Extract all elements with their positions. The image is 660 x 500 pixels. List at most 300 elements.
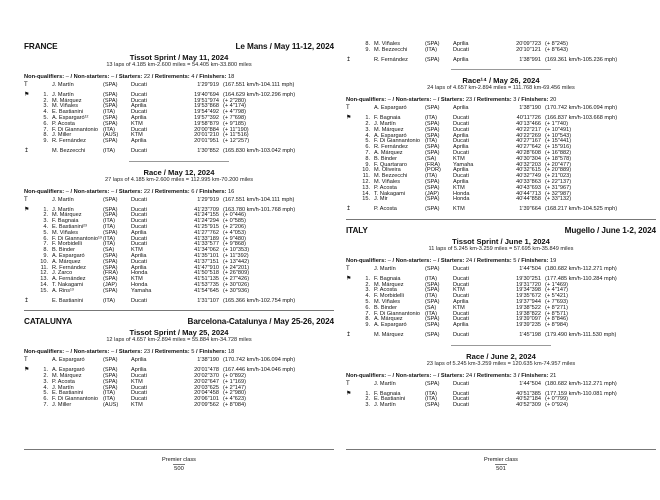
- position: 8.: [365, 41, 370, 47]
- lap-time: 20'00"884: [194, 126, 219, 133]
- left-page-content: [24, 42, 334, 409]
- lap-time: 41'47"910: [194, 264, 219, 271]
- team-name: Ducati: [131, 235, 147, 242]
- team-name: Yamaha: [453, 161, 474, 168]
- team-name: Ducati: [131, 396, 147, 403]
- pole-position-icon: T: [24, 196, 28, 203]
- footer-underline: [173, 464, 185, 465]
- nationality: (ITA): [103, 126, 116, 133]
- grand-prix-header: [24, 42, 334, 51]
- rider-name: F. Di Giannantonio: [374, 138, 421, 145]
- team-name: Ducati: [131, 218, 147, 225]
- lap-time: 1'29"919: [197, 82, 219, 88]
- position: 12.: [362, 178, 370, 185]
- rider-name: B. Binder: [374, 155, 398, 162]
- speed-or-gap: (+ 4"174): [223, 103, 246, 110]
- position: 8.: [365, 316, 370, 323]
- team-name: Aprilia: [453, 298, 469, 305]
- rider-name: A. Espargaró¹²: [52, 114, 89, 121]
- team-name: KTM: [131, 132, 143, 139]
- stat-value: 20: [549, 97, 557, 104]
- fastest-lap-icon: ↥: [24, 147, 30, 154]
- rider-name: F. Di Giannantonio¹³: [52, 235, 102, 242]
- lap-time: 40'22"269: [516, 132, 541, 139]
- team-name: Ducati: [453, 115, 469, 122]
- rider-name: B. Binder: [374, 304, 398, 311]
- rider-name: J. Martín: [374, 265, 396, 272]
- position: [356, 382, 374, 388]
- speed-or-gap: (168.217 km/h-104.525 mph): [545, 206, 618, 213]
- lap-time: 19'40"694: [194, 91, 219, 98]
- rider-name: M. Viñales: [374, 41, 401, 47]
- session-title: Tissot Sprint / June 1, 2024: [452, 236, 550, 246]
- lap-time: 40'33"863: [516, 178, 541, 185]
- result-row: [24, 83, 334, 89]
- position: 8.: [43, 247, 48, 254]
- result-row: [346, 323, 656, 329]
- team-name: Aprilia: [453, 56, 469, 63]
- session-stats: Non-qualifiers: – / Non-starters: – / Starters: 23 / Retirements: 5 / Finishers: 18: [24, 349, 235, 356]
- session-distance: 13 laps of 4.185 km-2.600 miles = 54.405 km-33.800 miles: [106, 62, 252, 68]
- speed-or-gap: (+ 2"206): [223, 223, 246, 230]
- lap-time: 40'11"726: [516, 115, 541, 122]
- position: 1.: [365, 390, 370, 397]
- lap-time: 19'53"868: [194, 103, 219, 110]
- result-row: [346, 382, 656, 388]
- fastest-lap-icon: ↥: [346, 206, 352, 213]
- session-title: Race / June 2, 2024: [466, 351, 536, 361]
- position: 12.: [40, 270, 48, 277]
- team-name: KTM: [453, 206, 465, 213]
- speed-or-gap: (167.551 km/h-104.111 mph): [223, 196, 295, 203]
- team-name: KTM: [131, 120, 143, 127]
- lap-time: 1'31"107: [197, 297, 219, 304]
- position: 1.: [43, 206, 48, 213]
- session-divider: [129, 161, 229, 162]
- lap-time: 20'01"478: [194, 367, 219, 374]
- team-name: Ducati: [131, 109, 147, 116]
- lap-time: 19'51"974: [194, 97, 219, 104]
- stat-value: 21: [549, 372, 557, 379]
- position: 14.: [362, 190, 370, 197]
- speed-or-gap: (+ 32"987): [545, 190, 572, 197]
- team-name: Aprilia: [453, 41, 469, 47]
- position: 4.: [365, 132, 370, 139]
- lap-time: 41'27"762: [194, 229, 219, 236]
- rider-name: A. Rins¹³: [52, 287, 74, 294]
- speed-or-gap: (+ 31"967): [545, 184, 572, 191]
- stat-value: –: [110, 349, 115, 356]
- grand-prix-header: [24, 317, 334, 326]
- rider-name: J. Mir: [374, 196, 388, 203]
- stat-value: 3: [513, 97, 517, 104]
- speed-or-gap: (+ 8"271): [545, 304, 568, 311]
- rider-name: J. Martín: [52, 196, 74, 203]
- lap-time: 40'30"304: [516, 155, 541, 162]
- lap-time: 40'51"385: [516, 390, 541, 397]
- stat-value: –: [387, 257, 391, 264]
- pole-position-icon: T: [346, 105, 350, 112]
- team-name: Ducati: [453, 281, 469, 288]
- rider-name: A. Espargaró: [374, 322, 407, 329]
- position: 2.: [365, 396, 370, 403]
- team-name: Ducati: [453, 402, 469, 409]
- rider-name: J. Martín: [374, 380, 396, 387]
- nationality: (ITA): [425, 275, 438, 282]
- nationality: (ITA): [103, 109, 116, 116]
- nationality: (ITA): [425, 390, 438, 397]
- session-title: Race / May 12, 2024: [143, 167, 215, 177]
- team-name: Yamaha: [131, 287, 152, 294]
- stat-value: 6: [191, 188, 195, 195]
- speed-or-gap: (+ 4"053): [223, 229, 246, 236]
- session-title: Tissot Sprint / May 11, 2024: [129, 53, 229, 62]
- lap-time: 41'24"155: [194, 212, 219, 219]
- session-distance: 23 laps of 5.245 km-3.259 miles = 120.635 km-74.957 miles: [426, 360, 576, 367]
- rider-name: P. Acosta: [52, 120, 75, 127]
- session-stats: Non-qualifiers: – / Non-starters: – / Starters: 22 / Retirements: 4 / Finishers: 18: [24, 74, 235, 80]
- position: 9.: [43, 138, 48, 145]
- nationality: (SPA): [103, 229, 118, 236]
- rider-name: M. Bezzecchi: [52, 147, 86, 154]
- team-name: Ducati: [453, 380, 469, 387]
- speed-or-gap: (+ 9"868): [223, 241, 246, 248]
- team-name: Honda: [131, 281, 148, 288]
- venue-date: Barcelona-Catalunya / May 25-26, 2024: [187, 317, 334, 327]
- nationality: (SPA): [425, 184, 440, 191]
- lap-time: 20'01"210: [194, 132, 219, 139]
- position: 5.: [43, 114, 48, 121]
- team-name: Ducati: [453, 138, 469, 145]
- nationality: (SPA): [103, 264, 118, 271]
- team-name: Ducati: [453, 265, 469, 272]
- nationality: (AUS): [103, 401, 119, 408]
- rider-name: M. Márquez: [374, 281, 404, 288]
- session-distance: 11 laps of 5.245 km-3.259 miles = 57.695 km-35.849 miles: [428, 245, 574, 252]
- country-name: CATALUNYA: [24, 317, 73, 327]
- team-name: Ducati: [131, 390, 147, 397]
- nationality: (SPA): [103, 372, 118, 379]
- speed-or-gap: (180.682 km/h-112.271 mph): [545, 380, 617, 387]
- nationality: (SPA): [103, 114, 118, 121]
- team-name: Ducati: [453, 149, 469, 156]
- lap-time: 20'01"951: [194, 138, 219, 145]
- team-name: Aprilia: [131, 367, 147, 374]
- rider-name: M. Viñales: [52, 229, 79, 236]
- position: 11.: [362, 173, 370, 180]
- nationality: (ITA): [425, 396, 438, 403]
- speed-or-gap: (+ 8"643): [545, 46, 568, 53]
- stat-value: 23: [465, 97, 473, 104]
- lap-time: 19'34"398: [516, 287, 541, 294]
- position: 9.: [365, 161, 370, 168]
- speed-or-gap: (177.485 km/h-110.284 mph): [545, 275, 617, 282]
- team-name: Ducati: [131, 258, 147, 265]
- speed-or-gap: (+ 10"491): [545, 126, 572, 133]
- lap-time: 19'38"822: [516, 310, 541, 317]
- lap-time: 19'39"235: [516, 322, 541, 329]
- speed-or-gap: (+ 4"798): [223, 109, 246, 116]
- result-row: [346, 197, 656, 203]
- team-name: Honda: [131, 270, 148, 277]
- speed-or-gap: (+ 7"693): [545, 298, 568, 305]
- nationality: (SPA): [103, 357, 118, 364]
- rider-name: M. Viñales: [52, 103, 79, 110]
- lap-time: 19'35"672: [516, 293, 541, 300]
- position: 10.: [40, 258, 48, 265]
- team-name: Ducati: [453, 390, 469, 397]
- speed-or-gap: (+ 0"585): [223, 218, 246, 225]
- speed-or-gap: (+ 4"147): [545, 287, 568, 294]
- lap-time: 41'50"518: [194, 270, 219, 277]
- team-name: Ducati: [453, 173, 469, 180]
- stat-value: 22: [143, 188, 151, 195]
- speed-or-gap: (+ 30"936): [223, 287, 250, 294]
- nationality: (FRA): [425, 161, 440, 168]
- rider-name: M. Bezzecchi: [374, 173, 408, 180]
- position: [356, 207, 374, 213]
- position: 2.: [365, 120, 370, 127]
- icon-slot: [24, 403, 34, 409]
- position: [34, 299, 52, 305]
- stat-value: 19: [549, 257, 557, 264]
- speed-or-gap: (+ 2"280): [223, 97, 246, 104]
- stat-value: 5: [191, 349, 195, 356]
- position: 3.: [365, 287, 370, 294]
- position: 15.: [40, 287, 48, 294]
- nationality: (ITA): [103, 235, 116, 242]
- position: 7.: [43, 241, 48, 248]
- rider-name: M. Márquez: [374, 126, 404, 133]
- lap-time: 1'44"504: [519, 380, 541, 387]
- position: [34, 198, 52, 204]
- lap-time: 20'10"121: [516, 46, 541, 53]
- team-name: Aprilia: [453, 144, 469, 151]
- team-name: Aprilia: [131, 357, 147, 364]
- lap-time: 1'38"991: [519, 56, 541, 63]
- lap-time: 41'24"294: [194, 218, 219, 225]
- checkered-flag-icon: ⚑: [24, 367, 30, 374]
- lap-time: 40'32"203: [516, 161, 541, 168]
- nationality: (ITA): [425, 310, 438, 317]
- nationality: (SA): [425, 304, 437, 311]
- lap-time: 41'54"645: [194, 287, 219, 294]
- speed-or-gap: (165.366 km/h-102.754 mph): [223, 297, 296, 304]
- team-name: Ducati: [131, 206, 147, 213]
- position: 7.: [43, 126, 48, 133]
- speed-or-gap: (+ 15"441): [545, 138, 572, 145]
- team-name: Ducati: [131, 97, 147, 104]
- speed-or-gap: (+ 33"132): [545, 196, 572, 203]
- speed-or-gap: (165.830 km/h-103.042 mph): [223, 147, 296, 154]
- rider-name: E. Bastianini²³: [52, 223, 87, 230]
- team-name: Ducati: [131, 223, 147, 230]
- result-row: [346, 333, 656, 339]
- fastest-lap-icon: ↥: [24, 297, 30, 304]
- result-row: [346, 106, 656, 112]
- team-name: Aprilia: [131, 114, 147, 121]
- gp-divider: [24, 310, 334, 311]
- speed-or-gap: (+ 21"023): [545, 173, 572, 180]
- position: 7.: [365, 149, 370, 156]
- session-divider: [451, 69, 551, 70]
- checkered-flag-icon: ⚑: [24, 91, 30, 98]
- rider-name: M. Viñales: [374, 178, 401, 185]
- rider-name: R. Fernández: [52, 138, 86, 145]
- nationality: (SPA): [103, 276, 118, 283]
- team-name: Ducati: [453, 396, 469, 403]
- nationality: (SPA): [103, 120, 118, 127]
- lap-time: 41'33"577: [194, 241, 219, 248]
- nationality: (ITA): [103, 297, 116, 304]
- position: 9.: [365, 322, 370, 329]
- session-stats: Non-qualifiers: – / Non-starters: – / Starters: 24 / Retirements: 5 / Finishers: 19: [346, 257, 557, 264]
- speed-or-gap: (+ 10"353): [223, 247, 250, 254]
- speed-or-gap: (+ 10"543): [545, 132, 572, 139]
- speed-or-gap: (+ 11"392): [223, 252, 249, 259]
- rider-name: F. Bagnaia: [374, 115, 401, 122]
- team-name: Ducati: [131, 384, 147, 391]
- lap-time: 1'45"198: [519, 331, 541, 338]
- position: 1.: [43, 91, 48, 98]
- stat-value: 4: [191, 74, 195, 80]
- nationality: (SPA): [103, 103, 118, 110]
- position: [356, 58, 374, 64]
- speed-or-gap: (+ 9"185): [223, 120, 246, 127]
- lap-time: 40'32"615: [516, 167, 541, 174]
- lap-time: 1'29"919: [197, 196, 219, 203]
- stat-value: 23: [143, 349, 151, 356]
- position: 9.: [43, 252, 48, 259]
- stat-value: –: [65, 349, 69, 356]
- team-name: Aprilia: [131, 138, 147, 145]
- speed-or-gap: (166.837 km/h-103.668 mph): [545, 115, 618, 122]
- rider-name: A. Espargaró: [374, 105, 407, 112]
- position: 1.: [365, 115, 370, 122]
- right-page-content: [346, 42, 656, 409]
- lap-time: 1'30"852: [197, 147, 219, 154]
- speed-or-gap: (+ 11"190): [223, 126, 249, 133]
- rider-name: M. Márquez: [374, 331, 404, 338]
- position: [356, 106, 374, 112]
- rider-name: F. Quartararo: [374, 161, 407, 168]
- grand-prix-header: [346, 226, 656, 235]
- nationality: (SPA): [103, 212, 118, 219]
- lap-time: 40'27"642: [516, 144, 541, 151]
- lap-time: 40'27"167: [516, 138, 541, 145]
- lap-time: 40'43"693: [516, 184, 541, 191]
- session-distance: 27 laps of 4.185 km-2.600 miles = 112.995 km-70.200 miles: [104, 176, 254, 183]
- speed-or-gap: (167.446 km/h-104.046 mph): [223, 367, 296, 374]
- position: [34, 83, 52, 89]
- nationality: (SPA): [425, 322, 440, 329]
- nationality: (JAP): [425, 190, 439, 197]
- footer-class-label: Premier class: [162, 457, 196, 463]
- speed-or-gap: (+ 1"740): [545, 120, 568, 127]
- venue-date: Mugello / June 1-2, 2024: [564, 225, 656, 235]
- stat-value: –: [432, 97, 437, 104]
- session-stats: Non-qualifiers: – / Non-starters: – / Starters: 22 / Retirements: 6 / Finishers: 16: [24, 188, 235, 195]
- nationality: (ITA): [425, 138, 438, 145]
- team-name: Ducati: [453, 310, 469, 317]
- lap-time: 20'09"562: [194, 401, 219, 408]
- speed-or-gap: (+ 0"892): [223, 372, 246, 379]
- result-row: [346, 403, 656, 409]
- speed-or-gap: (+ 9"480): [223, 235, 246, 242]
- pole-position-icon: T: [24, 82, 28, 88]
- result-row: [24, 289, 334, 295]
- nationality: (SPA): [425, 380, 440, 387]
- nationality: (SPA): [425, 56, 440, 63]
- position: [34, 149, 52, 155]
- speed-or-gap: (170.742 km/h-106.094 mph): [545, 105, 618, 112]
- position: 1.: [43, 367, 48, 374]
- position: 4.: [43, 384, 48, 391]
- speed-or-gap: (+ 20"477): [545, 161, 572, 168]
- rider-name: A. Fernández: [52, 276, 86, 283]
- stat-value: 22: [143, 74, 151, 80]
- team-name: Ducati: [131, 91, 147, 98]
- rider-name: E. Bastianini: [52, 297, 84, 304]
- lap-time: 40'28"608: [516, 149, 541, 156]
- lap-time: 40'44"713: [516, 190, 541, 197]
- lap-time: 41'25"915: [194, 223, 219, 230]
- team-name: Aprilia: [453, 167, 469, 174]
- lap-time: 1'38"190: [519, 105, 541, 112]
- nationality: (AUS): [103, 132, 119, 139]
- position: 3.: [43, 218, 48, 225]
- position: 14.: [40, 281, 48, 288]
- lap-time: 41'53"735: [194, 281, 219, 288]
- rider-name: F. Di Giannantonio: [52, 396, 99, 403]
- rider-name: T. Nakagami: [374, 190, 406, 197]
- rider-name: A. Espargaró: [52, 252, 85, 259]
- result-row: [24, 299, 334, 305]
- team-name: Ducati: [131, 126, 147, 133]
- position: 3.: [365, 126, 370, 133]
- team-name: Honda: [453, 196, 470, 203]
- team-name: Ducati: [453, 275, 469, 282]
- lap-time: 19'58"879: [194, 120, 219, 127]
- position: [356, 333, 374, 339]
- lap-time: 40'32"749: [516, 173, 541, 180]
- rider-name: J. Martín: [52, 91, 74, 98]
- stat-value: 5: [513, 257, 517, 264]
- position: 6.: [43, 396, 48, 403]
- lap-time: 20'02"647: [194, 378, 219, 385]
- nationality: (SPA): [425, 132, 440, 139]
- footer-underline: [495, 464, 507, 465]
- speed-or-gap: (+ 13"442): [223, 258, 250, 265]
- stat-value: –: [110, 188, 115, 195]
- nationality: (SPA): [425, 298, 440, 305]
- lap-time: 20'03"625: [194, 384, 219, 391]
- footer-class-label: Premier class: [484, 457, 518, 463]
- team-name: Aprilia: [453, 105, 469, 112]
- team-name: KTM: [453, 155, 465, 162]
- stat-value: –: [65, 74, 69, 80]
- lap-time: 19'31"720: [516, 281, 541, 288]
- lap-time: 19'38"522: [516, 304, 541, 311]
- speed-or-gap: (+ 2"147): [223, 384, 246, 391]
- rider-name: F. Di Giannantonio: [52, 126, 99, 133]
- position: 8.: [365, 155, 370, 162]
- footer-divider: [24, 449, 334, 450]
- result-row: [24, 149, 334, 155]
- position: 13.: [362, 184, 370, 191]
- rider-name: M. Oliveira: [374, 167, 401, 174]
- nationality: (SPA): [425, 402, 440, 409]
